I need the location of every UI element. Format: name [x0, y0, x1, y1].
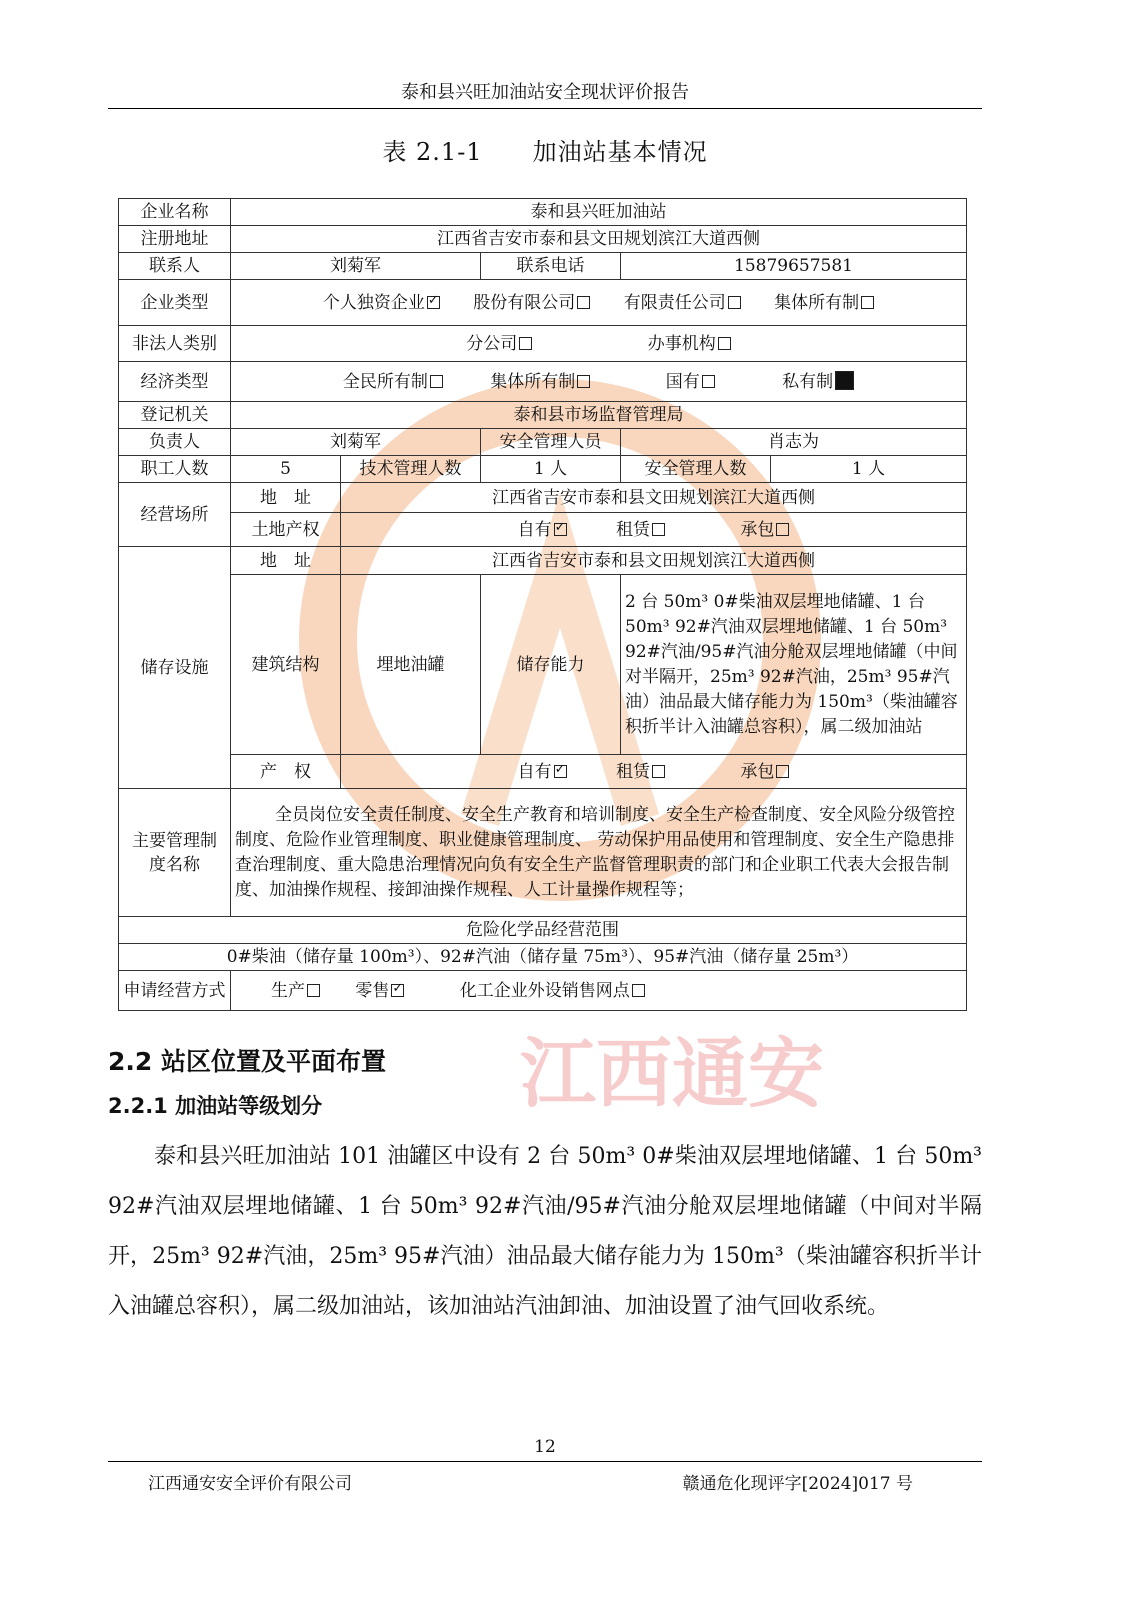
table-row	[119, 971, 967, 1011]
land-options	[341, 513, 967, 547]
safety-mgr-label: 安全管理人员	[481, 429, 621, 456]
econ-type-options	[231, 362, 967, 402]
phone-label: 联系电话	[481, 253, 621, 280]
table-row	[119, 429, 967, 456]
checkbox	[652, 765, 665, 778]
table-row	[119, 513, 967, 547]
table-row	[119, 456, 967, 483]
enterprise-type-label: 企业类型	[119, 280, 231, 326]
safety-mgr: 肖志为	[621, 429, 967, 456]
checkbox	[776, 765, 789, 778]
table-row	[119, 483, 967, 513]
property-label: 产 权	[231, 755, 341, 789]
reg-address-label: 注册地址	[119, 226, 231, 253]
checkbox	[427, 296, 440, 309]
reg-address: 江西省吉安市泰和县文田规划滨江大道西侧	[231, 226, 967, 253]
safety-mgr-count-label: 安全管理人数	[621, 456, 771, 483]
option-limited-liability: 有限责任公司	[624, 291, 741, 315]
mgmt-label: 主要管理制度名称	[119, 789, 231, 917]
apply-mode-options	[231, 971, 967, 1011]
checkbox	[577, 375, 590, 388]
checkbox-filled	[835, 371, 854, 390]
staff-count: 5	[231, 456, 341, 483]
checkbox	[577, 296, 590, 309]
checkbox	[632, 984, 645, 997]
option-collective: 集体所有制	[774, 291, 874, 315]
table-row	[119, 917, 967, 944]
principal: 刘菊军	[231, 429, 481, 456]
apply-mode-label: 申请经营方式	[119, 971, 231, 1011]
address-label: 地 址	[231, 547, 341, 575]
storage-label: 储存设施	[119, 547, 231, 789]
table-row	[119, 280, 967, 326]
option-retail: 零售✓	[355, 979, 404, 1003]
table-row	[119, 575, 967, 755]
page-header: 泰和县兴旺加油站安全现状评价报告	[108, 78, 982, 109]
phone: 15879657581	[621, 253, 967, 280]
land-label: 土地产权	[231, 513, 341, 547]
paragraph-text: 泰和县兴旺加油站 101 油罐区中设有 2 台 50m³ 0#柴油双层埋地储罐、1 台 50m³ 92#汽油双层埋地储罐、1 台 50m³ 92#汽油/95#汽油分舱双层埋地储罐（中间对半隔开，25m³ 92#汽油，25m³ 95#汽油）油品最大储存能力为 150m³（柴油罐容积折半计入油罐总容积），属二级加油站，该加油站汽油卸油、加油设置了油气回收系统。	[108, 1144, 982, 1319]
safety-mgr-count: 1 人	[771, 456, 967, 483]
option-contract: 承包	[740, 518, 789, 542]
premises-label: 经营场所	[119, 483, 231, 547]
option-office: 办事机构	[648, 332, 731, 356]
checkbox	[554, 523, 567, 536]
staff-count-label: 职工人数	[119, 456, 231, 483]
option-outlet: 化工企业外设销售网点	[460, 979, 645, 1003]
checkbox	[307, 984, 320, 997]
contact-label: 联系人	[119, 253, 231, 280]
body-paragraph	[108, 1132, 982, 1332]
option-collective-owned: 集体所有制	[490, 370, 590, 394]
table-row	[119, 944, 967, 971]
page-number: 12	[108, 1437, 982, 1462]
table-row	[119, 755, 967, 789]
table-row	[119, 226, 967, 253]
table-title: 表 2.1-1 加油站基本情况	[382, 138, 708, 166]
property-options	[341, 755, 967, 789]
tech-mgr-count-label: 技术管理人数	[341, 456, 481, 483]
building-label: 建筑结构	[231, 575, 341, 755]
principal-label: 负责人	[119, 429, 231, 456]
checkbox	[519, 337, 532, 350]
table-row	[119, 789, 967, 917]
checkbox	[702, 375, 715, 388]
option-lease: 租赁	[616, 518, 665, 542]
hazard-scope-label: 危险化学品经营范围	[119, 917, 967, 944]
subsection-heading: 2.2.1 加油站等级划分	[108, 1094, 323, 1118]
option-lease: 租赁	[616, 760, 665, 784]
station-info-table	[118, 198, 967, 1011]
option-contract: 承包	[740, 760, 789, 784]
enterprise-type-options	[231, 280, 967, 326]
option-sole-proprietorship: 个人独资企业✓	[323, 291, 440, 315]
company-name: 泰和县兴旺加油站	[231, 199, 967, 226]
option-own: 自有✓	[518, 518, 567, 542]
option-own: 自有✓	[518, 760, 567, 784]
tank-type: 埋地油罐	[341, 575, 481, 755]
checkbox	[391, 984, 404, 997]
capacity-text: 2 台 50m³ 0#柴油双层埋地储罐、1 台 50m³ 92#汽油双层埋地储罐、1 台 50m³ 92#汽油/95#汽油分舱双层埋地储罐（中间对半隔开，25m³ 92#汽油，25m³ 95#汽油）油品最大储存能力为 150m³（柴油罐容积折半计入油罐总容积），属二级加油站	[621, 575, 967, 755]
option-branch: 分公司	[466, 332, 532, 356]
table-row	[119, 199, 967, 226]
checkbox	[718, 337, 731, 350]
storage-address: 江西省吉安市泰和县文田规划滨江大道西侧	[341, 547, 967, 575]
mgmt-text: 全员岗位安全责任制度、安全生产教育和培训制度、安全生产检查制度、安全风险分级管控制度、危险作业管理制度、职业健康管理制度、 劳动保护用品使用和管理制度、安全生产隐患排查治理制度、重大隐患治理情况向负有安全生产监督管理职责的部门和企业职工代表大会报告制度、加油操作规程、接卸油操作规程、人工计量操作规程等；	[231, 789, 967, 917]
checkbox	[652, 523, 665, 536]
option-joint-stock: 股份有限公司	[473, 291, 590, 315]
non-legal-options	[231, 326, 967, 362]
table-row	[119, 402, 967, 429]
tech-mgr-count: 1 人	[481, 456, 621, 483]
checkbox	[430, 375, 443, 388]
reg-authority-label: 登记机关	[119, 402, 231, 429]
company-name-label: 企业名称	[119, 199, 231, 226]
option-state-owned-all: 全民所有制	[343, 370, 443, 394]
address-label: 地 址	[231, 483, 341, 513]
table-row	[119, 362, 967, 402]
option-private: 私有制	[782, 370, 854, 394]
checkbox	[728, 296, 741, 309]
contact: 刘菊军	[231, 253, 481, 280]
hazard-scope: 0#柴油（储存量 100m³）、92#汽油（储存量 75m³）、95#汽油（储存量 25m³）	[119, 944, 967, 971]
econ-type-label: 经济类型	[119, 362, 231, 402]
checkbox	[861, 296, 874, 309]
reg-authority: 泰和县市场监督管理局	[231, 402, 967, 429]
option-state: 国有	[666, 370, 715, 394]
footer-company: 江西通安安全评价有限公司	[148, 1474, 352, 1494]
watermark-text: 江西通安	[520, 1029, 824, 1118]
non-legal-label: 非法人类别	[119, 326, 231, 362]
checkbox	[776, 523, 789, 536]
table-row	[119, 547, 967, 575]
section-heading: 2.2 站区位置及平面布置	[108, 1047, 386, 1076]
option-production: 生产	[271, 979, 320, 1003]
table-row	[119, 253, 967, 280]
capacity-label: 储存能力	[481, 575, 621, 755]
table-row	[119, 326, 967, 362]
checkbox	[554, 765, 567, 778]
footer-doc-number: 赣通危化现评字[2024]017 号	[682, 1474, 913, 1494]
premises-address: 江西省吉安市泰和县文田规划滨江大道西侧	[341, 483, 967, 513]
